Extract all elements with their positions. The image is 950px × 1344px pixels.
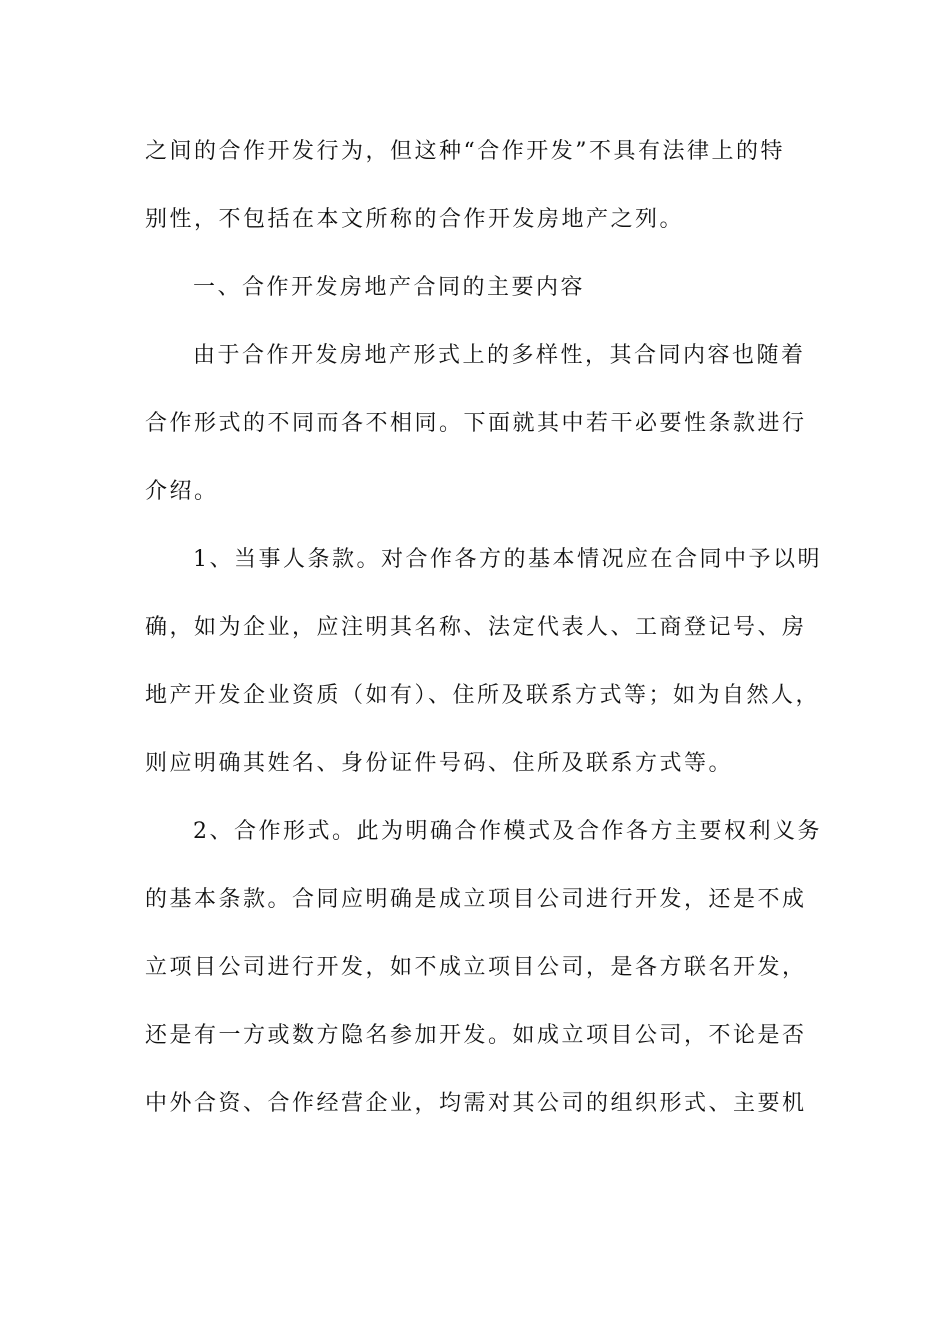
- text-line: 的基本条款。合同应明确是成立项目公司进行开发，还是不成: [145, 887, 807, 912]
- text-line: 立项目公司进行开发，如不成立项目公司，是各方联名开发，: [145, 955, 807, 980]
- text-line: 1、当事人条款。对合作各方的基本情况应在合同中予以明: [193, 547, 822, 572]
- section-heading: 一、合作开发房地产合同的主要内容: [193, 275, 586, 300]
- text-line: 别性，不包括在本文所称的合作开发房地产之列。: [145, 207, 685, 232]
- text-line: 地产开发企业资质（如有）、住所及联系方式等；如为自然人，: [145, 683, 821, 708]
- text-line: 还是有一方或数方隐名参加开发。如成立项目公司，不论是否: [145, 1023, 807, 1048]
- text-line: 则应明确其姓名、身份证件号码、住所及联系方式等。: [145, 751, 734, 776]
- text-line: 合作形式的不同而各不相同。下面就其中若干必要性条款进行: [145, 411, 807, 436]
- text-line: 中外合资、合作经营企业，均需对其公司的组织形式、主要机: [145, 1091, 807, 1116]
- text-line: 之间的合作开发行为，但这种“合作开发”不具有法律上的特: [145, 139, 785, 164]
- document-body: [145, 131, 822, 1161]
- text-line: 介绍。: [145, 479, 219, 504]
- text-line: 2、合作形式。此为明确合作模式及合作各方主要权利义务: [193, 819, 822, 844]
- text-line: 由于合作开发房地产形式上的多样性，其合同内容也随着: [193, 343, 806, 368]
- text-line: 确，如为企业，应注明其名称、法定代表人、工商登记号、房: [145, 615, 807, 640]
